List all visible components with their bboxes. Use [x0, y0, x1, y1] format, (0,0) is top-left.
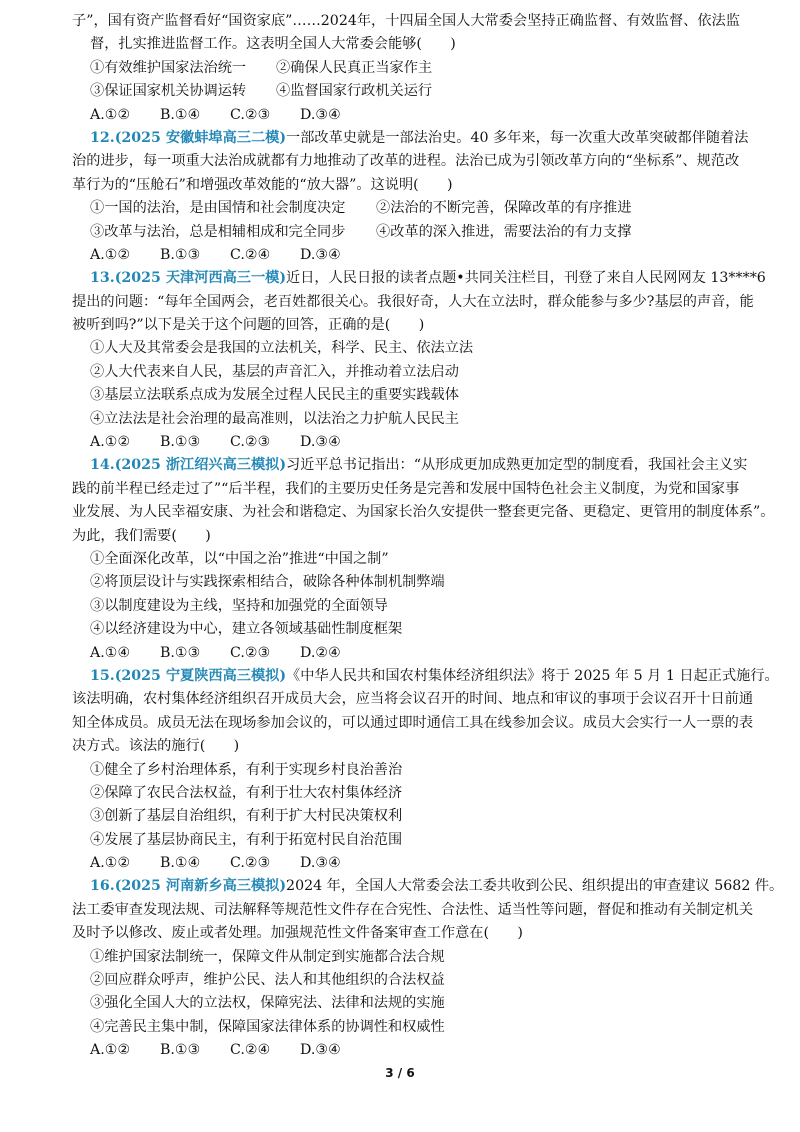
- stem-line: 法工委审查发现法规、司法解释等规范性文件存在合宪性、合法性、适当性等问题，督促和推动有关制定机关: [72, 901, 754, 918]
- answer-row: [90, 1039, 748, 1062]
- stem-text: 一部改革史就是一部法治史。40 多年来，每一次重大改革突破都伴随着法: [286, 129, 749, 146]
- answer-c: C.②③: [230, 855, 271, 872]
- answer-a: A.①②: [90, 246, 131, 263]
- option-4: ④改革的深入推进，需要法治的有力支撑: [376, 223, 632, 240]
- option-2: ②法治的不断完善，保障改革的有序推进: [376, 200, 632, 217]
- stem-line: 子”，国有资产监督看好“国资家底”……2024年，十四届全国人大常委会坚持正确监督、有效监督、依法监: [72, 13, 740, 29]
- answer-a: A.①②: [90, 106, 131, 123]
- answer-a: A.①②: [90, 1042, 131, 1059]
- answer-d: D.③④: [300, 855, 341, 872]
- source-tag: (2025 天津河西高三一模): [114, 270, 287, 287]
- answer-d: D.③④: [300, 1042, 341, 1059]
- question-number: 14.: [90, 457, 115, 474]
- option-1: ①一国的法治，是由国情和社会制度决定: [90, 200, 346, 217]
- option-3: ③改革与法治，总是相辅相成和完全同步: [90, 223, 346, 240]
- stem-line: [90, 665, 779, 688]
- option-1: ①健全了乡村治理体系，有利于实现乡村良治善治: [90, 761, 403, 778]
- option-4: ④以经济建设为中心，建立各领域基础性制度框架: [90, 621, 403, 638]
- option-3: ③创新了基层自治组织，有利于扩大村民决策权利: [90, 808, 403, 825]
- source-tag: (2025 河南新乡高三模拟): [114, 878, 287, 895]
- stem-line: 提出的问题：“每年全国两会，老百姓都很关心。我很好奇，人大在立法时，群众能参与多少?基层的声音，能: [72, 293, 754, 310]
- option-row: [90, 197, 748, 220]
- page-number: 3 / 6: [385, 1066, 415, 1080]
- answer-c: C.②③: [230, 644, 271, 661]
- option-3: ③以制度建设为主线，坚持和加强党的全面领导: [90, 597, 388, 614]
- stem-text: 习近平总书记指出：“从形成更加成熟更加定型的制度看，我国社会主义实: [286, 457, 748, 474]
- option-3: ③保证国家机关协调运转: [90, 83, 247, 100]
- stem-line: 革行为的“压舱石”和增强改革效能的“放大器”。这说明( ): [72, 176, 453, 193]
- answer-c: C.②④: [230, 246, 271, 263]
- answer-d: D.③④: [300, 434, 341, 451]
- stem-line: 践的前半程已经走过了”“后半程，我们的主要历史任务是完善和发展中国特色社会主义制度，为党和国家事: [72, 480, 740, 497]
- answer-row: [90, 431, 748, 454]
- question-13: [72, 267, 766, 454]
- option-row: [90, 221, 748, 244]
- stem-line: 该法明确，农村集体经济组织召开成员大会，应当将会议召开的时间、地点和审议的事项于会议召开十日前通: [72, 691, 754, 708]
- question-11-tail: [72, 10, 748, 127]
- answer-d: D.③④: [300, 106, 341, 123]
- option-1: ①全面深化改革，以“中国之治”推进“中国之制”: [90, 550, 389, 567]
- question-16: [72, 875, 784, 1062]
- option-4: ④监督国家行政机关运行: [276, 83, 433, 100]
- answer-d: D.③④: [300, 246, 341, 263]
- stem-line: 决方式。该法的施行( ): [72, 738, 240, 755]
- answer-c: C.②③: [230, 106, 271, 123]
- answer-row: [90, 104, 748, 127]
- question-14: [72, 454, 775, 665]
- answer-c: C.②③: [230, 434, 271, 451]
- stem-line: [90, 875, 784, 898]
- option-2: ②人大代表来自人民，基层的声音汇入，并推动着立法启动: [90, 363, 459, 380]
- answer-b: B.①③: [160, 644, 201, 661]
- stem-text: 近日，人民日报的读者点题•共同关注栏目，刊登了来自人民网网友 13****6: [286, 270, 766, 287]
- answer-c: C.②④: [230, 1042, 271, 1059]
- stem-line: 为此，我们需要( ): [72, 527, 211, 544]
- option-1: ①维护国家法制统一，保障文件从制定到实施都合法合规: [90, 948, 445, 965]
- option-2: ②保障了农民合法权益，有利于壮大农村集体经济: [90, 784, 403, 801]
- option-1: ①有效维护国家法治统一: [90, 59, 247, 76]
- question-15: [72, 665, 779, 876]
- option-3: ③强化全国人大的立法权，保障宪法、法律和法规的实施: [90, 995, 445, 1012]
- answer-b: B.①④: [160, 855, 201, 872]
- stem-line: 知全体成员。成员无法在现场参加会议的，可以通过即时通信工具在线参加会议。成员大会实行一人一票的表: [72, 714, 754, 731]
- answer-b: B.①④: [160, 106, 201, 123]
- answer-a: A.①②: [90, 434, 131, 451]
- answer-b: B.①③: [160, 246, 201, 263]
- stem-line: 督，扎实推进监督工作。这表明全国人大常委会能够( ): [90, 36, 456, 53]
- option-row: [90, 57, 748, 80]
- answer-b: B.①③: [160, 1042, 201, 1059]
- question-number: 15.: [90, 667, 115, 684]
- source-tag: (2025 宁夏陕西高三模拟): [114, 667, 287, 684]
- option-1: ①人大及其常委会是我国的立法机关，科学、民主、依法立法: [90, 340, 474, 357]
- answer-row: [90, 642, 748, 665]
- stem-text: 2024 年，全国人大常委会法工委共收到公民、组织提出的审查建议 5682 件。: [286, 878, 784, 895]
- question-12: [72, 127, 749, 267]
- stem-line: 被听到吗?”以下是关于这个问题的回答，正确的是( ): [72, 317, 425, 334]
- answer-row: [90, 244, 748, 267]
- answer-row: [90, 852, 748, 875]
- stem-text: 《中华人民共和国农村集体经济组织法》将于 2025 年 5 月 1 日起正式施行。: [286, 667, 779, 684]
- question-number: 16.: [90, 878, 115, 895]
- option-4: ④完善民主集中制，保障国家法律体系的协调性和权威性: [90, 1018, 445, 1035]
- answer-d: D.②④: [300, 644, 341, 661]
- option-4: ④发展了基层协商民主，有利于拓宽村民自治范围: [90, 831, 403, 848]
- option-4: ④立法法是社会治理的最高准则，以法治之力护航人民民主: [90, 410, 459, 427]
- stem-line: 及时予以修改、废止或者处理。加强规范性文件备案审查工作意在( ): [72, 925, 523, 942]
- source-tag: (2025 浙江绍兴高三模拟): [114, 457, 287, 474]
- stem-line: [90, 267, 766, 290]
- question-number: 13.: [90, 270, 115, 287]
- answer-a: A.①④: [90, 644, 131, 661]
- option-2: ②将顶层设计与实践探索相结合，破除各种体制机制弊端: [90, 574, 445, 591]
- option-2: ②回应群众呼声，维护公民、法人和其他组织的合法权益: [90, 972, 445, 989]
- stem-line: [90, 127, 748, 150]
- option-row: [90, 80, 748, 103]
- answer-a: A.①②: [90, 855, 131, 872]
- answer-b: B.①③: [160, 434, 201, 451]
- stem-line: 业发展、为人民幸福安康、为社会和谐稳定、为国家长治久安提供一整套更完备、更稳定、更管用的制度体系”。: [72, 504, 775, 521]
- source-tag: (2025 安徽蚌埠高三二模): [114, 129, 287, 146]
- stem-line: 治的进步，每一项重大法治成就都有力地推动了改革的进程。法治已成为引领改革方向的“坐标系”、规范改: [72, 153, 740, 170]
- question-number: 12.: [90, 129, 115, 146]
- option-2: ②确保人民真正当家作主: [276, 59, 433, 76]
- stem-line: [90, 454, 748, 477]
- option-3: ③基层立法联系点成为发展全过程人民民主的重要实践载体: [90, 387, 459, 404]
